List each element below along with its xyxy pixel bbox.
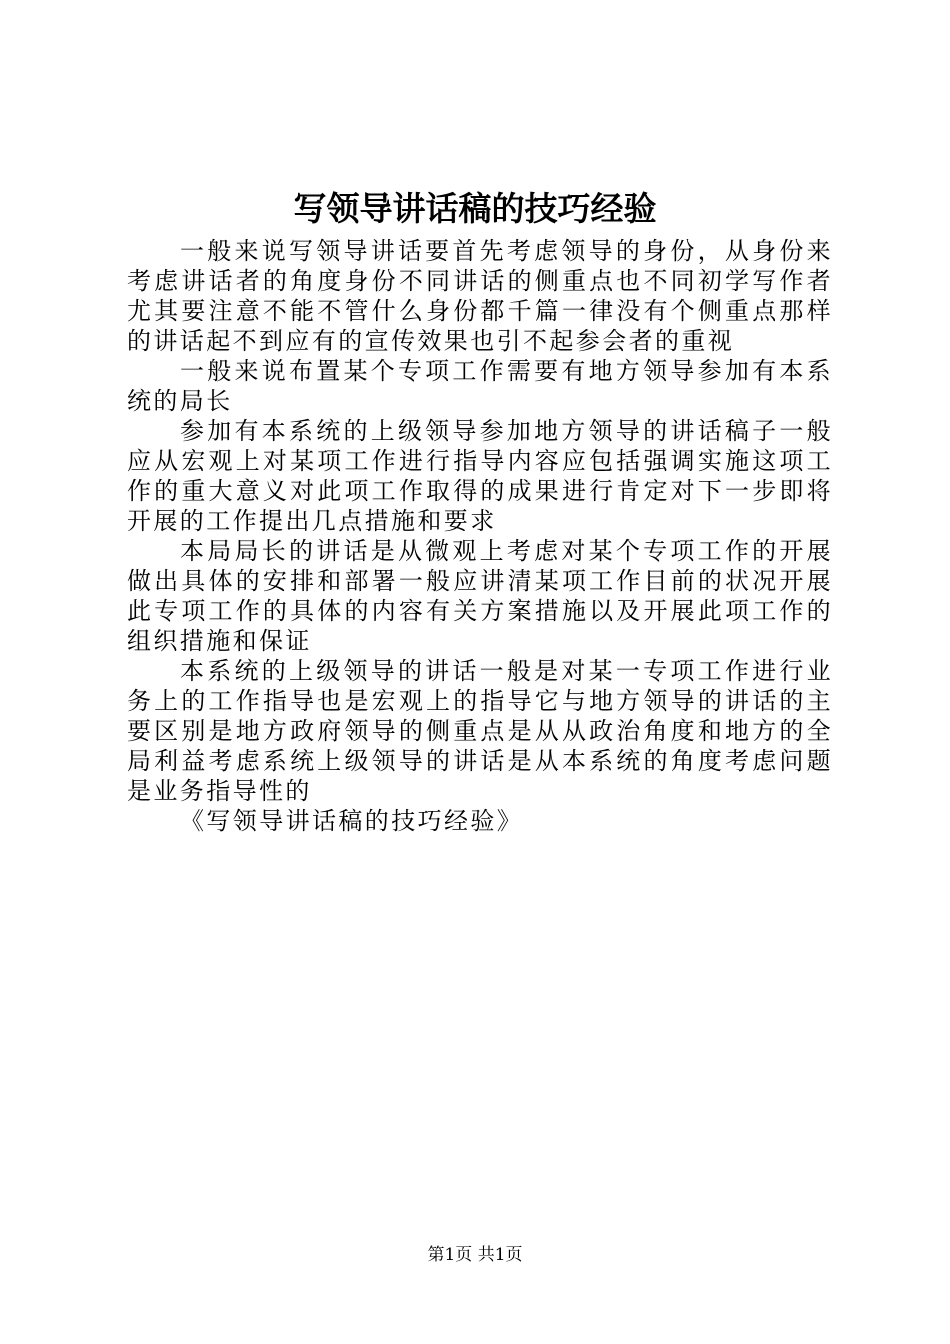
paragraph: 参加有本系统的上级领导参加地方领导的讲话稿子一般应从宏观上对某项工作进行指导内容应包括强调实施这项工作的重大意义对此项工作取得的成果进行肯定对下一步即将开展的工作提出几点措施和要求 (127, 417, 833, 535)
paragraph: 一般来说布置某个专项工作需要有地方领导参加有本系统的局长 (127, 357, 833, 415)
paragraph: 本系统的上级领导的讲话一般是对某一专项工作进行业务上的工作指导也是宏观上的指导它与地方领导的讲话的主要区别是地方政府领导的侧重点是从从政治角度和地方的全局利益考虑系统上级领导的讲话是从本系统的角度考虑问题是业务指导性的 (127, 657, 833, 805)
document-title: 写领导讲话稿的技巧经验 (293, 189, 657, 228)
paragraph: 本局局长的讲话是从微观上考虑对某个专项工作的开展做出具体的安排和部署一般应讲清某项工作目前的状况开展此专项工作的具体的内容有关方案措施以及开展此项工作的组织措施和保证 (127, 537, 833, 655)
document-body (127, 236, 833, 836)
paragraph: 一般来说写领导讲话要首先考虑领导的身份，从身份来考虑讲话者的角度身份不同讲话的侧重点也不同初学写作者尤其要注意不能不管什么身份都千篇一律没有个侧重点那样的讲话起不到应有的宣传效果也引不起参会者的重视 (127, 237, 833, 355)
page-number-footer: 第1页 共1页 (427, 1245, 523, 1265)
closing-title-reference: 《写领导讲话稿的技巧经验》 (180, 807, 524, 835)
